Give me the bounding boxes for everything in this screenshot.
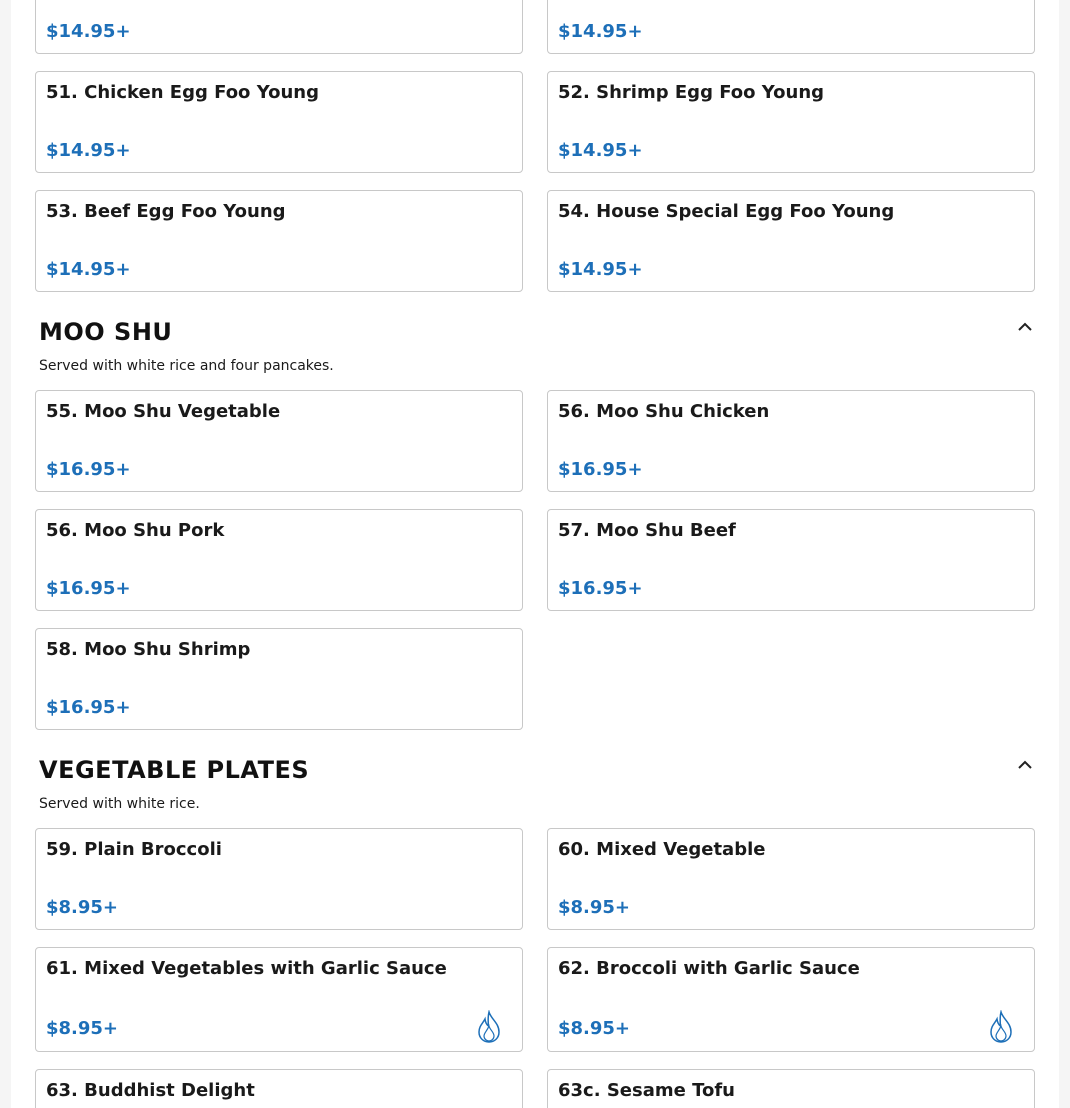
item-name: 61. Mixed Vegetables with Garlic Sauce [46,958,447,979]
menu-item-card[interactable] [35,828,523,930]
item-price: $14.95+ [46,140,131,161]
menu-item-card[interactable] [547,0,1035,54]
item-name: 55. Moo Shu Vegetable [46,401,281,422]
item-price: $14.95+ [46,21,131,42]
section-title-vegetable-plates: VEGETABLE PLATES [39,756,310,784]
menu-item-card[interactable] [547,390,1035,492]
item-price: $14.95+ [46,259,131,280]
item-price: $16.95+ [558,578,643,599]
section-description-vegetable-plates: Served with white rice. [39,796,200,812]
item-name: 51. Chicken Egg Foo Young [46,82,319,103]
item-name: 62. Broccoli with Garlic Sauce [558,958,860,979]
section-description-moo-shu: Served with white rice and four pancakes. [39,358,334,374]
menu-item-card[interactable] [35,0,523,54]
section-title-moo-shu: MOO SHU [39,318,173,346]
item-price: $16.95+ [46,578,131,599]
item-name: 63c. Sesame Tofu [558,1080,735,1101]
item-price: $8.95+ [558,1018,631,1039]
menu-item-card[interactable] [35,947,523,1052]
item-price: $8.95+ [46,897,119,918]
item-name: 52. Shrimp Egg Foo Young [558,82,825,103]
item-name: 53. Beef Egg Foo Young [46,201,286,222]
menu-item-card[interactable] [547,947,1035,1052]
menu-item-card[interactable] [547,828,1035,930]
menu-item-card[interactable] [35,1069,523,1108]
menu-item-card[interactable] [547,1069,1035,1108]
menu-item-card[interactable] [35,509,523,611]
chevron-up-icon[interactable] [1015,756,1035,772]
menu-item-card[interactable] [35,628,523,730]
item-price: $16.95+ [46,459,131,480]
item-price: $14.95+ [558,21,643,42]
item-price: $16.95+ [558,459,643,480]
flame-icon [988,1010,1014,1044]
flame-icon [476,1010,502,1044]
item-price: $8.95+ [46,1018,119,1039]
menu-item-card[interactable] [547,509,1035,611]
item-price: $8.95+ [558,897,631,918]
item-name: 63. Buddhist Delight [46,1080,255,1101]
item-price: $16.95+ [46,697,131,718]
item-price: $14.95+ [558,140,643,161]
item-name: 59. Plain Broccoli [46,839,222,860]
menu-item-card[interactable] [35,390,523,492]
menu-item-card[interactable] [35,190,523,292]
menu-page [11,0,1059,1108]
item-name: 54. House Special Egg Foo Young [558,201,895,222]
item-price: $14.95+ [558,259,643,280]
item-name: 57. Moo Shu Beef [558,520,736,541]
item-name: 56. Moo Shu Pork [46,520,225,541]
item-name: 56. Moo Shu Chicken [558,401,770,422]
menu-item-card[interactable] [547,71,1035,173]
menu-item-card[interactable] [35,71,523,173]
item-name: 60. Mixed Vegetable [558,839,766,860]
chevron-up-icon[interactable] [1015,318,1035,334]
item-name: 58. Moo Shu Shrimp [46,639,251,660]
menu-item-card[interactable] [547,190,1035,292]
